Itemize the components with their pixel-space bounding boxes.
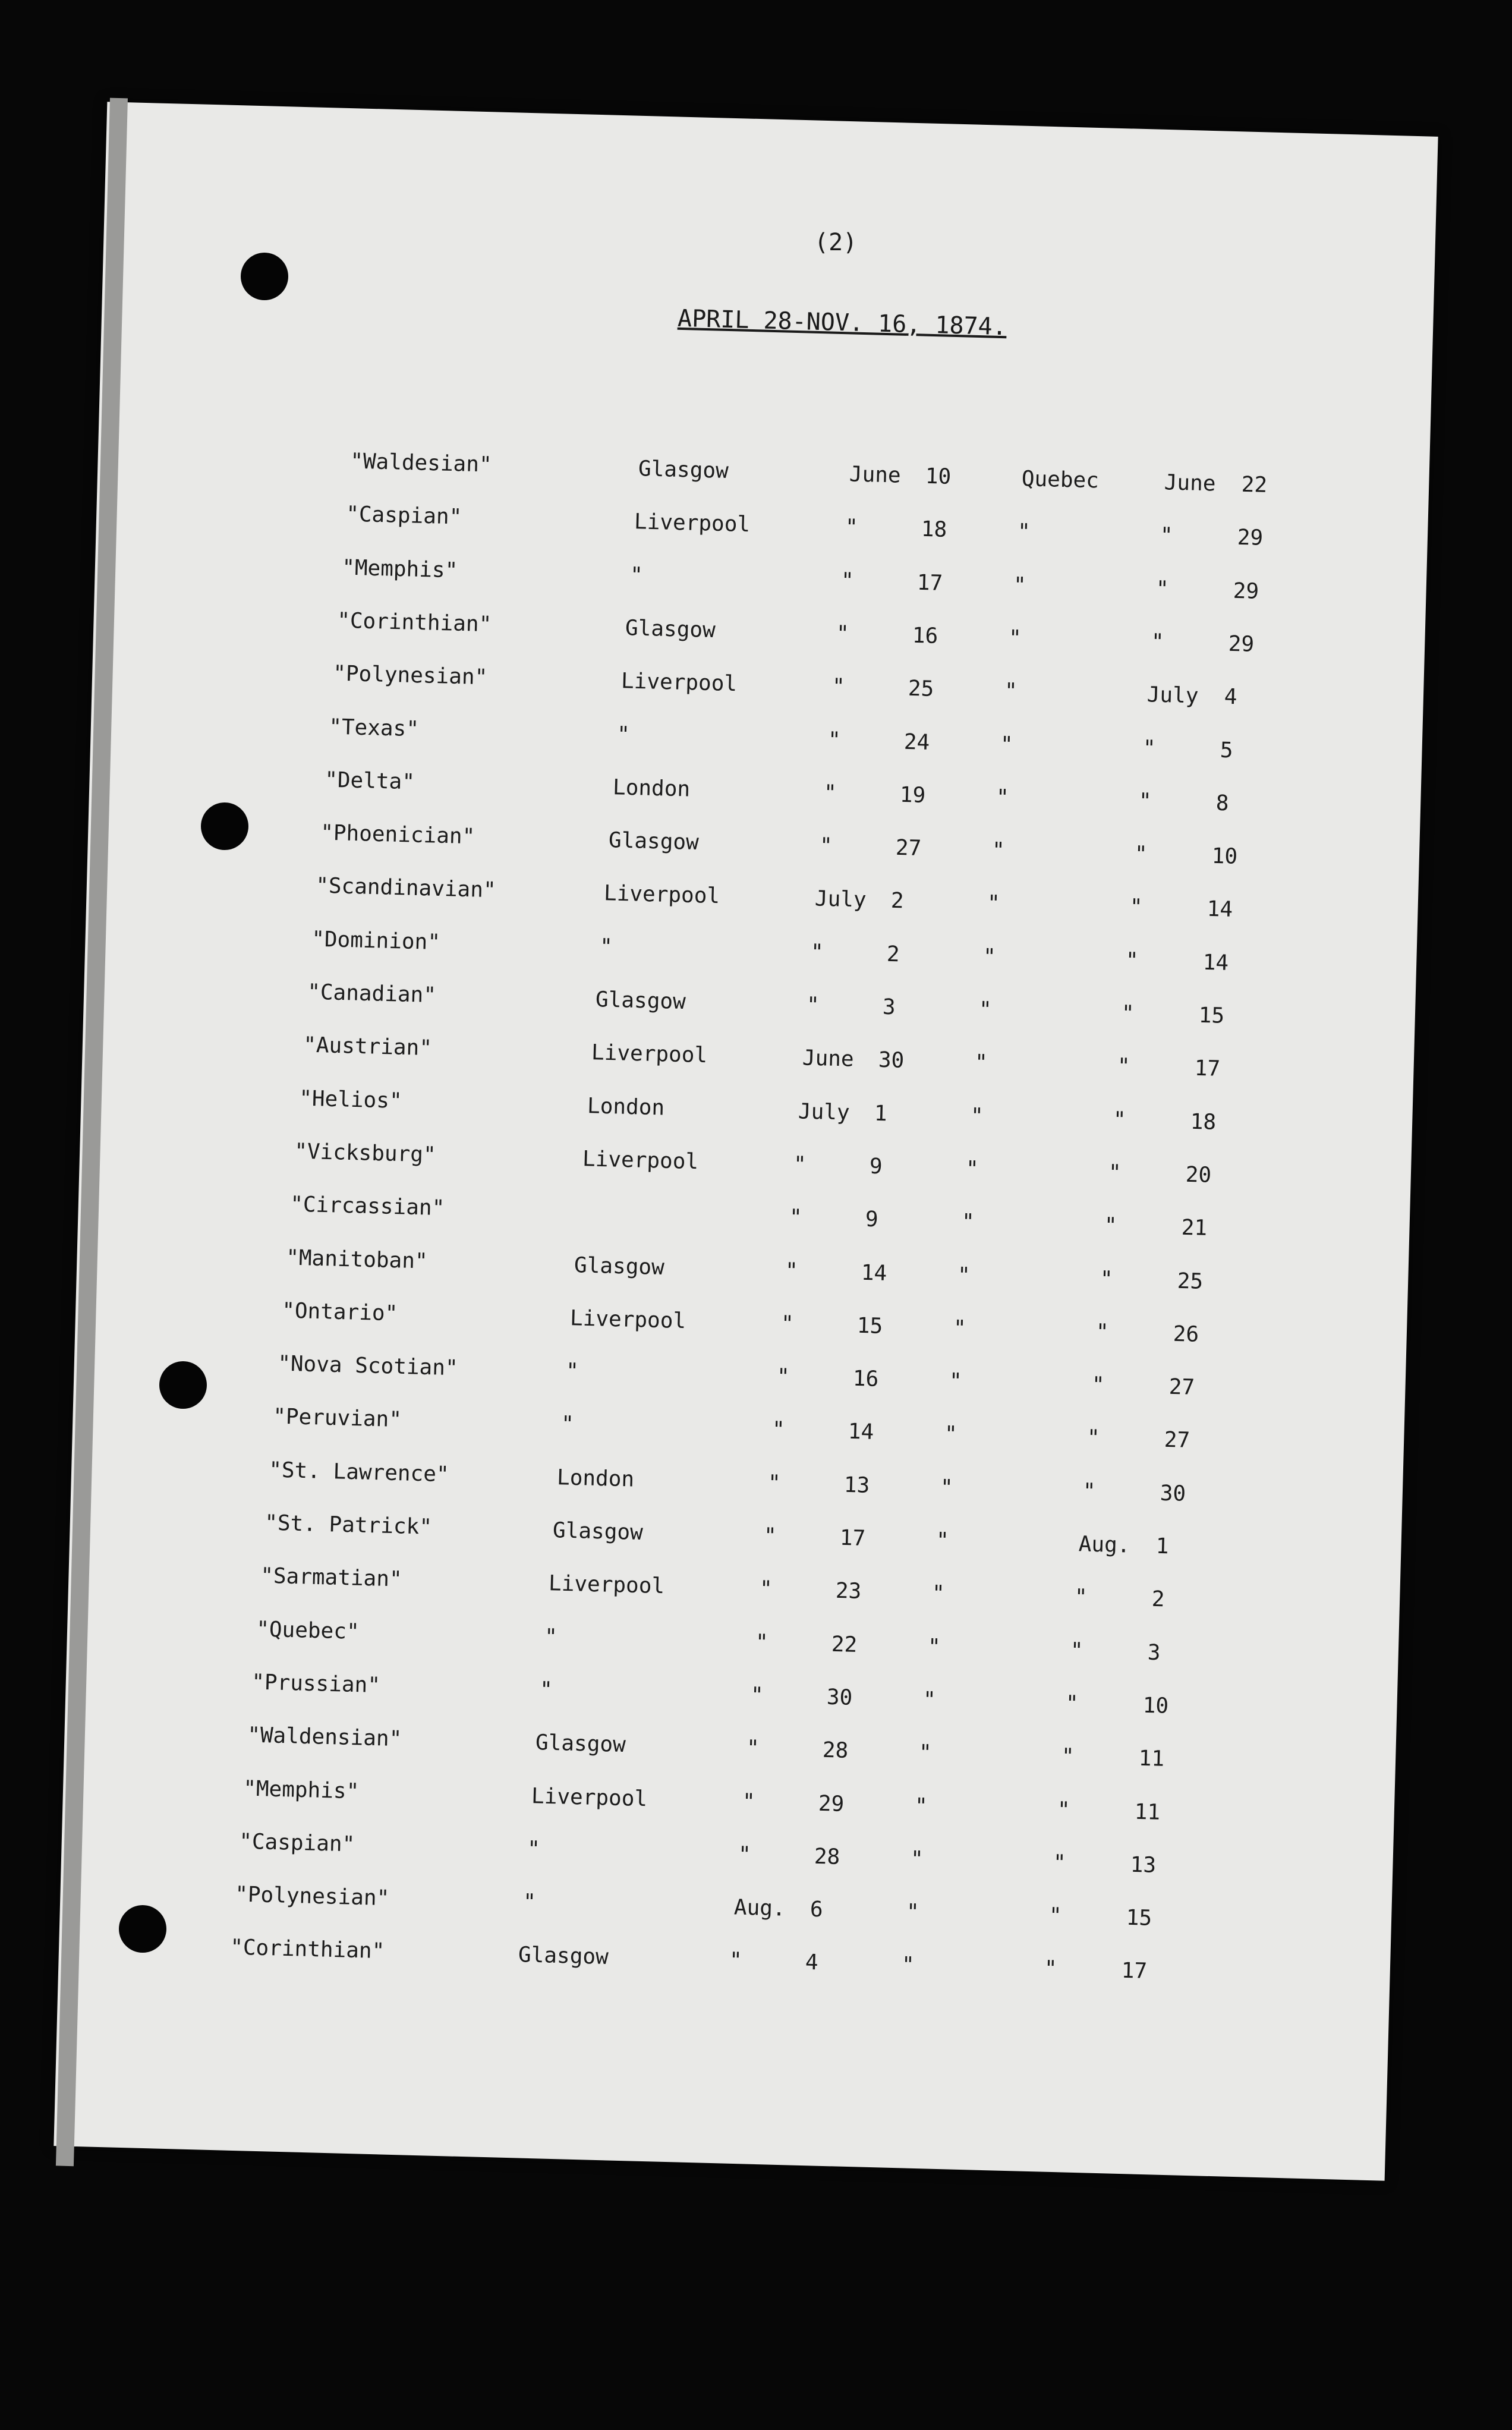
departure-month: " <box>767 1471 782 1496</box>
arrival-month: " <box>1074 1585 1088 1610</box>
destination: " <box>935 1528 950 1553</box>
arrival-month: " <box>1160 523 1174 549</box>
arrival-month: " <box>1113 1107 1127 1132</box>
arrival-day: 30 <box>1160 1481 1186 1506</box>
ship-name: "Caspian" <box>238 1829 355 1857</box>
ship-name: "Phoenician" <box>320 820 475 849</box>
arrival-day: 10 <box>1142 1693 1169 1718</box>
departure-month: " <box>793 1152 807 1177</box>
departure-port: London <box>612 775 691 802</box>
departure-month: " <box>789 1205 803 1230</box>
destination: " <box>987 891 1001 916</box>
departure-day: 2 <box>890 889 905 914</box>
departure-month: " <box>746 1736 760 1761</box>
departure-port: " <box>616 722 631 747</box>
departure-day: 16 <box>852 1366 879 1392</box>
departure-day: 15 <box>856 1313 883 1339</box>
departure-day: 24 <box>903 729 930 755</box>
arrival-day: 27 <box>1168 1374 1195 1400</box>
departure-port: " <box>565 1359 579 1384</box>
arrival-day: 2 <box>1151 1587 1165 1612</box>
arrival-day: 27 <box>1164 1428 1190 1453</box>
arrival-day: 15 <box>1126 1905 1152 1931</box>
ship-name: "Circassian" <box>289 1192 445 1221</box>
departure-port: Liverpool <box>531 1783 648 1811</box>
destination: " <box>1004 679 1018 704</box>
arrival-day: 22 <box>1241 472 1268 498</box>
departure-day: 14 <box>861 1260 887 1286</box>
ship-name: "Peruvian" <box>272 1404 402 1433</box>
ship-name: "Ontario" <box>281 1298 398 1326</box>
departure-port: London <box>556 1465 635 1492</box>
arrival-day: 18 <box>1190 1109 1217 1135</box>
departure-month: " <box>780 1311 795 1336</box>
arrival-month: " <box>1048 1903 1063 1928</box>
destination: " <box>914 1793 928 1819</box>
arrival-day: 5 <box>1220 738 1233 763</box>
departure-day: 23 <box>835 1579 862 1604</box>
ship-name: "Nova Scotian" <box>277 1351 459 1381</box>
departure-month: " <box>831 674 846 700</box>
departure-month: " <box>810 940 824 965</box>
departure-month: " <box>840 568 855 593</box>
arrival-day: 13 <box>1130 1852 1157 1878</box>
arrival-month: " <box>1142 735 1157 761</box>
departure-day: 27 <box>895 835 922 861</box>
arrival-month: " <box>1057 1797 1071 1822</box>
arrival-month: " <box>1138 789 1152 814</box>
destination: " <box>1008 625 1022 651</box>
departure-port: Liverpool <box>634 509 751 537</box>
arrival-day: 1 <box>1155 1534 1169 1559</box>
departure-day: 17 <box>839 1525 866 1551</box>
departure-month: " <box>827 727 842 753</box>
departure-month: " <box>729 1948 743 1973</box>
departure-month: " <box>806 993 820 1018</box>
departure-port: Glasgow <box>638 457 729 484</box>
page-number: (2) <box>814 229 858 256</box>
departure-day: 22 <box>831 1632 858 1657</box>
departure-day: 19 <box>899 782 926 808</box>
departure-month: June <box>802 1046 855 1072</box>
departure-port: " <box>560 1412 575 1437</box>
arrival-month: " <box>1065 1691 1079 1716</box>
arrival-month: " <box>1129 895 1144 920</box>
ship-name: "Sarmatian" <box>260 1563 403 1592</box>
ship-name: "Scandinavian" <box>315 873 497 903</box>
destination: " <box>970 1103 984 1129</box>
arrival-month: " <box>1100 1266 1114 1292</box>
departure-port: Glasgow <box>608 828 700 855</box>
arrival-month: " <box>1061 1744 1075 1770</box>
arrival-month: " <box>1108 1160 1122 1185</box>
destination: " <box>931 1581 946 1606</box>
ship-name: "Polynesian" <box>234 1882 390 1911</box>
departure-day: 10 <box>925 464 952 489</box>
ship-name: "Caspian" <box>345 502 462 530</box>
destination: " <box>974 1050 988 1075</box>
destination: " <box>982 944 997 970</box>
ship-name: "Vicksburg" <box>294 1139 437 1167</box>
destination: " <box>991 838 1006 863</box>
departure-month: June <box>849 462 902 488</box>
arrival-day: 10 <box>1211 843 1238 869</box>
arrival-day: 29 <box>1233 578 1259 604</box>
arrival-month: " <box>1121 1001 1135 1026</box>
departure-month: " <box>759 1576 773 1602</box>
destination: " <box>1013 572 1027 598</box>
destination: " <box>940 1475 954 1500</box>
arrival-month: " <box>1095 1320 1110 1345</box>
departure-day: 1 <box>874 1101 888 1126</box>
arrival-day: 15 <box>1198 1003 1225 1028</box>
arrival-day: 8 <box>1215 791 1229 816</box>
destination: " <box>901 1953 915 1978</box>
arrival-month: " <box>1134 842 1148 867</box>
destination: " <box>953 1315 967 1341</box>
departure-day: 25 <box>908 676 934 702</box>
departure-month: " <box>771 1417 786 1443</box>
destination: " <box>978 997 993 1022</box>
departure-month: July <box>798 1099 850 1125</box>
departure-day: 28 <box>814 1844 840 1869</box>
departure-day: 16 <box>912 623 938 649</box>
departure-port: Glasgow <box>595 987 686 1015</box>
destination: " <box>910 1846 924 1872</box>
arrival-month: " <box>1151 629 1165 654</box>
ship-name: "Corinthian" <box>336 608 492 637</box>
destination: " <box>906 1900 920 1925</box>
arrival-day: 3 <box>1147 1640 1161 1665</box>
departure-month: " <box>836 621 850 646</box>
departure-day: 17 <box>916 570 943 596</box>
destination: " <box>1017 520 1031 544</box>
departure-port: Liverpool <box>582 1147 699 1175</box>
departure-day: 30 <box>878 1048 905 1074</box>
arrival-day: 11 <box>1138 1746 1165 1772</box>
departure-port: Glasgow <box>535 1730 626 1758</box>
departure-port: London <box>587 1093 665 1120</box>
ship-name: "St. Patrick" <box>264 1510 433 1540</box>
destination: " <box>961 1210 975 1235</box>
arrival-day: 17 <box>1121 1959 1148 1984</box>
departure-port: " <box>599 934 613 959</box>
departure-port: Liverpool <box>569 1305 686 1334</box>
departure-port: " <box>544 1624 558 1650</box>
departure-day: 14 <box>848 1419 874 1445</box>
departure-port: Liverpool <box>620 669 738 697</box>
departure-day: 9 <box>865 1207 879 1232</box>
departure-day: 29 <box>818 1791 845 1817</box>
departure-day: 4 <box>805 1950 819 1975</box>
arrival-month: Aug. <box>1078 1532 1131 1558</box>
arrival-month: " <box>1117 1054 1131 1079</box>
arrival-day: 4 <box>1224 684 1237 710</box>
departure-month: July <box>814 886 867 913</box>
arrival-month: " <box>1091 1373 1105 1397</box>
departure-month: " <box>755 1630 769 1655</box>
arrival-day: 25 <box>1177 1268 1204 1294</box>
punch-hole <box>241 253 288 300</box>
destination: " <box>927 1634 941 1660</box>
departure-port: Glasgow <box>518 1943 609 1970</box>
departure-port: Glasgow <box>552 1518 644 1545</box>
arrival-month: " <box>1044 1956 1058 1982</box>
departure-month: " <box>785 1258 799 1283</box>
arrival-month: " <box>1070 1638 1084 1663</box>
departure-month: " <box>845 515 859 540</box>
ship-name: "Texas" <box>328 714 420 741</box>
departure-port: " <box>629 562 644 588</box>
departure-day: 30 <box>826 1685 853 1710</box>
departure-month: " <box>750 1683 764 1708</box>
departure-month: " <box>742 1789 756 1814</box>
departure-port: " <box>522 1890 537 1915</box>
ship-name: "Manitoban" <box>285 1245 429 1274</box>
departure-month: Aug. <box>733 1895 786 1921</box>
arrival-month: " <box>1155 576 1170 602</box>
departure-month: " <box>776 1364 790 1390</box>
ship-name: "Canadian" <box>307 980 437 1008</box>
departure-port: Glasgow <box>574 1252 665 1280</box>
destination: " <box>922 1687 937 1713</box>
ship-name: "Delta" <box>324 767 415 795</box>
departure-month: " <box>763 1524 777 1548</box>
departure-day: 3 <box>882 994 896 1020</box>
departure-day: 18 <box>921 517 947 543</box>
ship-name: "Corinthian" <box>229 1935 385 1964</box>
departure-day: 2 <box>886 942 900 967</box>
arrival-month: " <box>1104 1213 1118 1239</box>
destination: " <box>918 1740 933 1765</box>
departure-day: 13 <box>843 1472 870 1498</box>
departure-day: 28 <box>822 1737 849 1764</box>
arrival-day: 11 <box>1134 1799 1161 1825</box>
page-header: APRIL 28-NOV. 16, 1874. <box>677 304 1007 341</box>
arrival-day: 21 <box>1181 1215 1208 1241</box>
destination: Quebec <box>1021 467 1100 493</box>
departure-month: " <box>819 833 833 859</box>
ship-name: "Austrian" <box>303 1033 433 1061</box>
departure-port: " <box>539 1677 553 1702</box>
arrival-month: " <box>1053 1850 1067 1875</box>
arrival-day: 17 <box>1194 1056 1221 1082</box>
arrival-day: 14 <box>1202 950 1229 975</box>
destination: " <box>944 1422 958 1447</box>
arrival-month: " <box>1086 1425 1101 1451</box>
departure-port: " <box>527 1836 541 1862</box>
ship-name: "Memphis" <box>341 555 458 583</box>
departure-month: " <box>823 780 837 805</box>
arrival-month: " <box>1125 948 1139 973</box>
ship-name: "Polynesian" <box>332 661 488 690</box>
departure-month: " <box>738 1842 752 1867</box>
arrival-day: 29 <box>1228 631 1255 657</box>
arrival-month: June <box>1164 470 1217 496</box>
departure-day: 9 <box>869 1154 883 1179</box>
destination: " <box>949 1369 963 1394</box>
arrival-month: " <box>1082 1478 1097 1504</box>
departure-port: Glasgow <box>625 616 716 643</box>
arrival-day: 14 <box>1207 897 1233 923</box>
ship-name: "Dominion" <box>311 927 441 955</box>
ship-name: "Waldensian" <box>247 1723 402 1752</box>
departure-port: Liverpool <box>591 1040 708 1068</box>
ship-name: "Memphis" <box>242 1776 360 1804</box>
departure-port: Liverpool <box>548 1571 665 1599</box>
destination: " <box>1000 732 1014 757</box>
destination: " <box>957 1263 971 1288</box>
arrival-day: 26 <box>1173 1321 1199 1347</box>
ship-name: "Quebec" <box>256 1617 360 1644</box>
ship-name: "St. Lawrence" <box>268 1458 450 1487</box>
departure-day: 6 <box>809 1897 824 1922</box>
departure-port: Liverpool <box>603 881 720 909</box>
arrival-month: July <box>1146 682 1199 709</box>
arrival-day: 20 <box>1185 1162 1212 1188</box>
arrival-day: 29 <box>1237 525 1264 551</box>
ship-name: "Prussian" <box>251 1670 381 1698</box>
destination: " <box>996 785 1010 810</box>
ship-name: "Helios" <box>298 1086 403 1113</box>
destination: " <box>965 1156 979 1182</box>
ship-name: "Waldesian" <box>349 449 493 477</box>
